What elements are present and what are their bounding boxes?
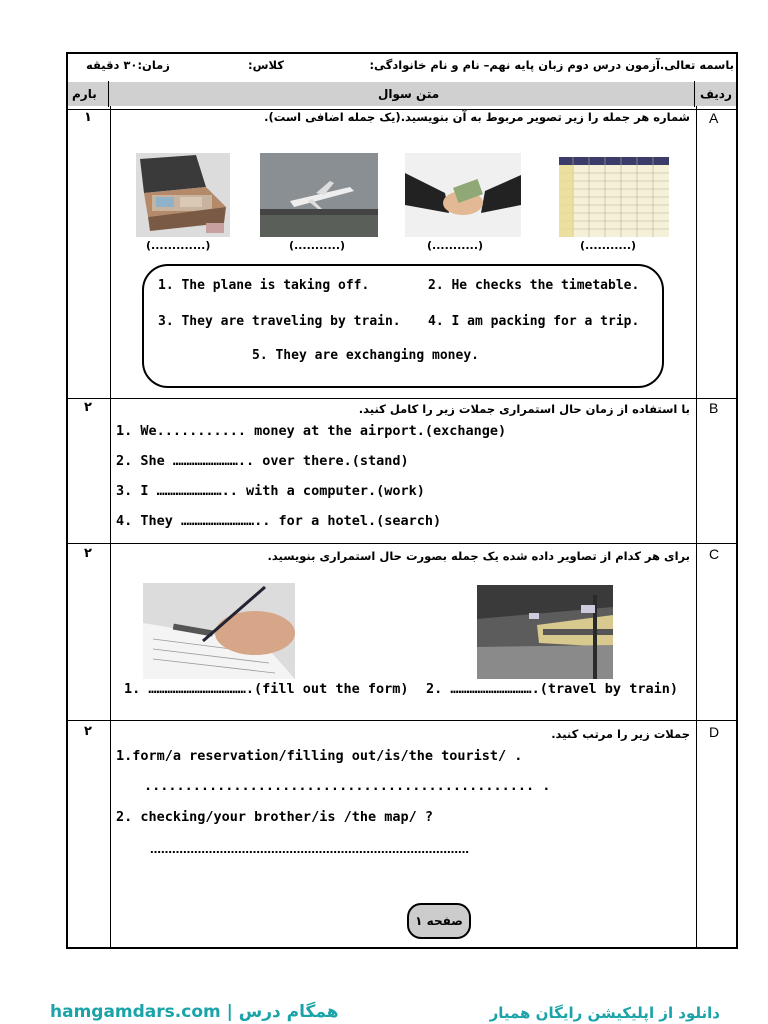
timetable-photo xyxy=(559,157,669,237)
instruction-a: شماره هر جمله را زیر تصویر مربوط به آن بنویسید.(یک جمله اضافی است). xyxy=(264,110,690,124)
blank-4[interactable]: (...........) xyxy=(580,239,637,252)
instruction-d: جملات زیر را مرتب کنید. xyxy=(551,727,690,741)
option-5: 5. They are exchanging money. xyxy=(252,348,479,363)
answer-line-d-2[interactable]: …………………………………………………………………………… xyxy=(150,843,469,856)
divider xyxy=(68,543,736,544)
divider xyxy=(108,81,109,107)
item-b-3: 3. I …………………….. with a computer.(work) xyxy=(116,483,425,499)
item-d-2: 2. checking/your brother/is /the map/ ? xyxy=(116,809,433,825)
airplane-takeoff-photo xyxy=(260,153,378,237)
column-score: بارم xyxy=(72,87,97,101)
column-question: متن سوال xyxy=(378,87,440,101)
score-b: ۲ xyxy=(84,400,92,415)
score-c: ۲ xyxy=(84,546,92,561)
option-3: 3. They are traveling by train. xyxy=(158,314,401,329)
open-suitcase-photo xyxy=(136,153,230,237)
divider xyxy=(68,720,736,721)
item-c-1: 1. ……………………………….(fill out the form) xyxy=(124,681,409,697)
divider xyxy=(694,81,695,107)
class-label: کلاس: xyxy=(248,58,284,72)
exam-title: باسمه تعالی.آزمون درس دوم زبان پایه نهم– نام و نام خانوادگی: xyxy=(369,58,734,72)
answer-line-d-1[interactable]: ................................................ . xyxy=(144,778,551,794)
train-station-photo xyxy=(477,585,613,679)
row-letter-a: A xyxy=(709,110,719,126)
blank-3[interactable]: (...........) xyxy=(427,239,484,252)
filling-form-photo xyxy=(143,583,295,679)
page-number-badge: صفحه ۱ xyxy=(407,903,471,939)
item-b-2: 2. She …………………….. over there.(stand) xyxy=(116,453,409,469)
blank-1[interactable]: (.............) xyxy=(146,239,211,252)
option-1: 1. The plane is taking off. xyxy=(158,278,370,293)
blank-2[interactable]: (...........) xyxy=(289,239,346,252)
divider xyxy=(110,84,111,947)
instruction-c: برای هر کدام از تصاویر داده شده یک جمله بصورت حال استمراری بنویسید. xyxy=(267,549,690,563)
score-d: ۲ xyxy=(84,724,92,739)
handshake-money-photo xyxy=(405,153,521,237)
row-letter-b: B xyxy=(709,400,719,416)
row-letter-c: C xyxy=(709,546,720,562)
item-c-2: 2. ………………………….(travel by train) xyxy=(426,681,678,697)
item-d-1: 1.form/a reservation/filling out/is/the tourist/ . xyxy=(116,748,523,764)
option-2: 2. He checks the timetable. xyxy=(428,278,640,293)
divider xyxy=(696,84,697,947)
score-a: ۱ xyxy=(84,110,92,125)
footer-app-promo[interactable]: دانلود از اپلیکیشن رایگان همیار xyxy=(489,1004,720,1022)
divider xyxy=(68,398,736,399)
option-4: 4. I am packing for a trip. xyxy=(428,314,640,329)
instruction-b: با استفاده از زمان حال استمراری جملات زیر را کامل کنید. xyxy=(358,402,690,416)
column-row: ردیف xyxy=(700,87,732,101)
item-b-1: 1. We........... money at the airport.(exchange) xyxy=(116,423,507,439)
item-b-4: 4. They ……………………….. for a hotel.(search) xyxy=(116,513,442,529)
row-letter-d: D xyxy=(709,724,720,740)
footer-site[interactable]: همگام درس | hamgamdars.com xyxy=(50,1002,339,1022)
time-label: زمان:۳۰ دقیقه xyxy=(86,58,170,72)
